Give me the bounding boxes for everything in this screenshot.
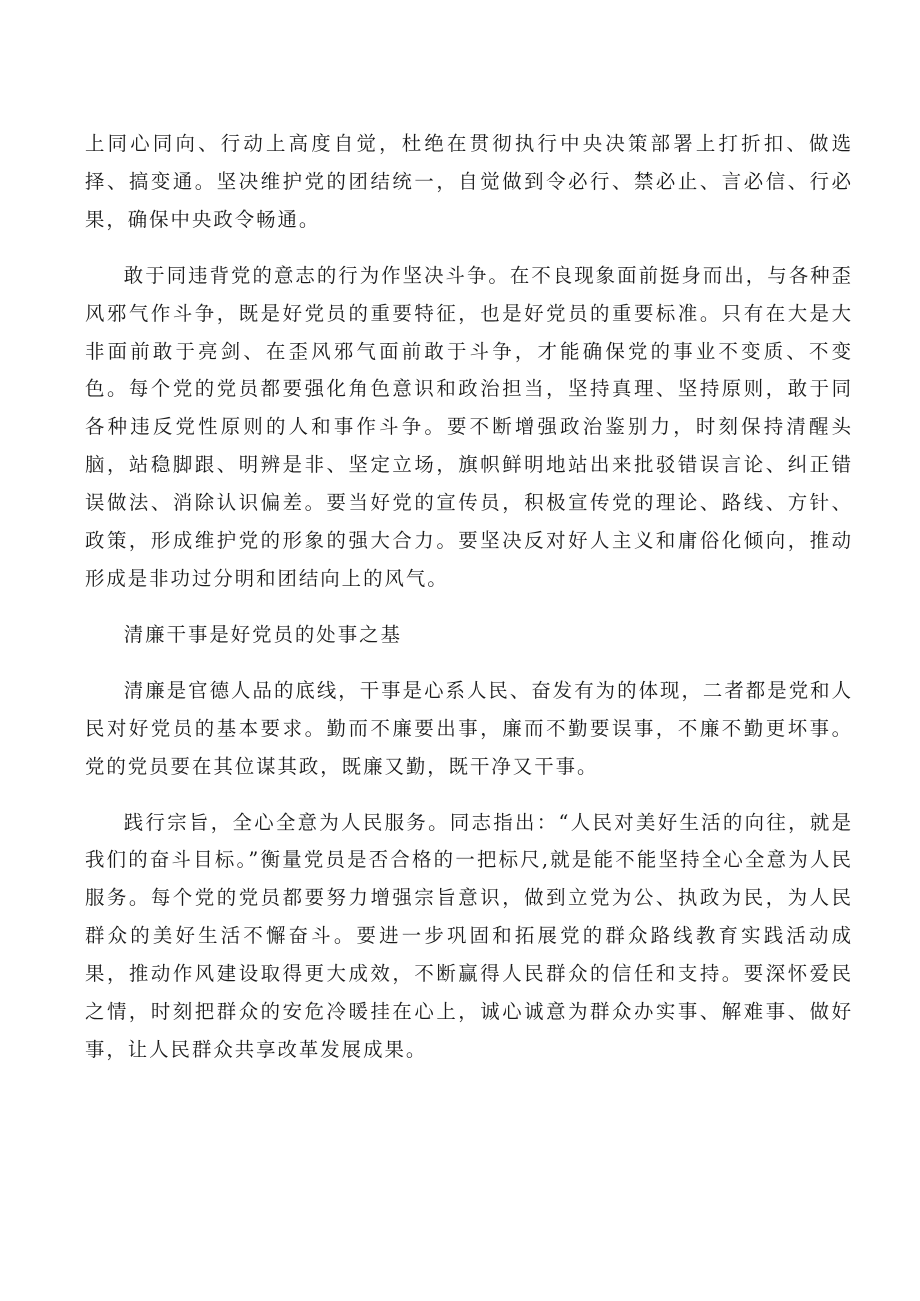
paragraph-serve-people: 践行宗旨，全心全意为人民服务。同志指出：“人民对美好生活的向往，就是我们的奋斗目标。”衡量党员是否合格的一把标尺,就是能不能坚持全心全意为人民服务。每个党的党员都要努力增强宗旨意识，做到立党为公、执政为民，为人民群众的美好生活不懈奋斗。要进一步巩固和拓展党的群众路线教育实践活动成果，推动作风建设取得更大成效，不断赢得人民群众的信任和支持。要深怀爱民之情，时刻把群众的安危冷暖挂在心上，诚心诚意为群众办实事、解难事、做好事，让人民群众共享改革发展成果。	[85, 810, 853, 1061]
section-heading: 清廉干事是好党员的处事之基	[123, 622, 402, 646]
document-page	[85, 125, 853, 1087]
paragraph-integrity: 清廉是官德人品的底线，干事是心系人民、奋发有为的体现，二者都是党和人民对好党员的基本要求。勤而不廉要出事，廉而不勤要误事，不廉不勤更坏事。党的党员要在其位谋其政，既廉又勤，既干净又干事。	[85, 678, 853, 778]
paragraph-struggle: 敢于同违背党的意志的行为作坚决斗争。在不良现象面前挺身而出，与各种歪风邪气作斗争，既是好党员的重要特征，也是好党员的重要标准。只有在大是大非面前敢于亮剑、在歪风邪气面前敢于斗争，才能确保党的事业不变质、不变色。每个党的党员都要强化角色意识和政治担当，坚持真理、坚持原则，敢于同各种违反党性原则的人和事作斗争。要不断增强政治鉴别力，时刻保持清醒头脑，站稳脚跟、明辨是非、坚定立场，旗帜鲜明地站出来批驳错误言论、纠正错误做法、消除认识偏差。要当好党的宣传员，积极宣传党的理论、路线、方针、政策，形成维护党的形象的强大合力。要坚决反对好人主义和庸俗化倾向，推动形成是非功过分明和团结向上的风气。	[85, 263, 853, 590]
paragraph-continued: 上同心同向、行动上高度自觉，杜绝在贯彻执行中央决策部署上打折扣、做选择、搞变通。坚决维护党的团结统一，自觉做到令必行、禁必止、言必信、行必果，确保中央政令畅通。	[85, 132, 853, 231]
